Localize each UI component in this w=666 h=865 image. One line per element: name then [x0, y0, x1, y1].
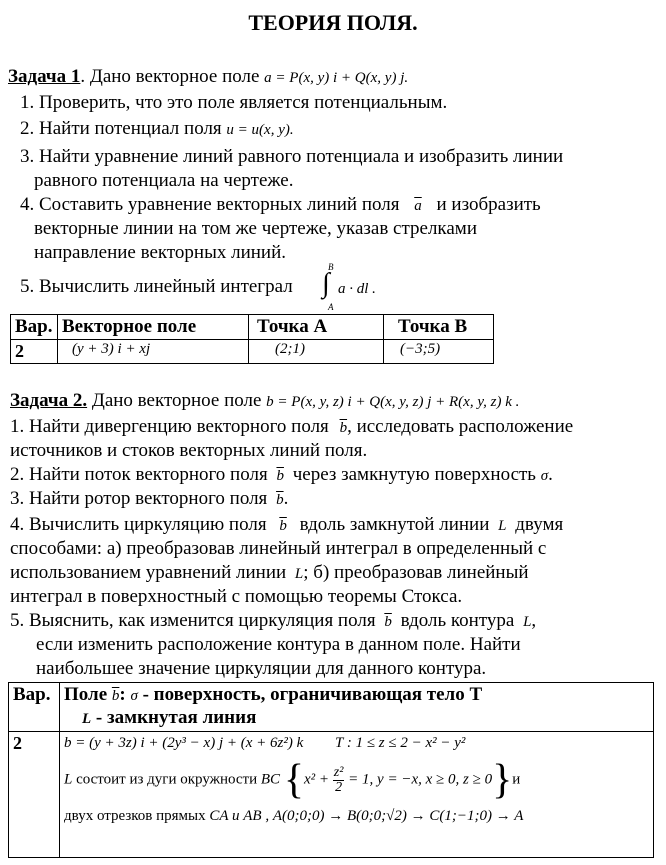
- left-brace: {: [283, 757, 304, 803]
- t2-row-frac-num: z²: [333, 764, 344, 780]
- task1-table: [10, 314, 494, 364]
- task2-item-4-text: 4. Вычислить циркуляцию поля: [10, 514, 267, 535]
- task2-item-4c: [10, 562, 529, 584]
- integral-integrand: a · dl .: [338, 281, 376, 297]
- task2-item-2-text2: через замкнутую поверхность: [292, 464, 536, 485]
- task2-item-4d: интеграл в поверхностный с помощью теоремы Стокса.: [10, 586, 463, 607]
- task2-item-5b: если изменить расположение контура в данном поле. Найти: [36, 634, 521, 655]
- task2-item-5-text2: вдоль контура: [400, 610, 515, 631]
- task1-heading: Задача 1: [8, 66, 81, 87]
- t2-row-content: [60, 732, 654, 858]
- task2-sym-b-5: $\overline{b}$: [384, 614, 392, 630]
- task2-item-4-text5: ; б) преобразовав линейный: [303, 562, 529, 583]
- task2-heading: Задача 2.: [10, 390, 88, 411]
- task1-item-4a: [20, 194, 541, 216]
- task2-sym-sigma-1: σ: [540, 468, 549, 484]
- t2-header-colon: :: [119, 684, 126, 705]
- t2-row-segments-text: двух отрезков прямых: [64, 808, 206, 824]
- task1-table-header: [11, 315, 494, 340]
- t2-row-surface: T : 1 ≤ z ≤ 2 − x² − y²: [335, 735, 466, 751]
- task1-item-2: [20, 118, 294, 140]
- task2-intro: Дано векторное поле: [91, 390, 262, 411]
- t2-row-bc: BC: [260, 771, 281, 788]
- t1-row-point-b: (−3;5): [384, 340, 494, 364]
- t2-header-line2: - замкнутая линия: [95, 707, 257, 728]
- task2-item-1-text: 1. Найти дивергенцию векторного поля: [10, 416, 329, 437]
- task1-item-4-text: 4. Составить уравнение векторных линий поля: [20, 194, 400, 215]
- t1-header-point-a: Точка А: [249, 315, 384, 340]
- t2-header-sym-sigma: σ: [130, 688, 138, 704]
- t2-row-circle-a: x² +: [303, 771, 330, 788]
- task1-item-5: 5. Вычислить линейный интеграл: [20, 276, 293, 297]
- task2-item-4a: [10, 514, 563, 536]
- task2-item-3-text: 3. Найти ротор векторного поля: [10, 488, 268, 509]
- task2-table: [8, 682, 654, 858]
- task2-item-5a: 5. Выяснить, как изменится циркуляция поля $\overline{b}$ вдоль контура L,: [10, 610, 537, 631]
- t2-row-field: b = (y + 3z) i + (2y³ − x) j + (x + 6z²) k: [64, 735, 304, 751]
- integral-upper: B: [328, 262, 334, 272]
- task1-item-3b: равного потенциала на чертеже.: [34, 170, 294, 191]
- task2-item-1-text2: , исследовать расположение: [347, 416, 574, 437]
- t2-row-frac-den: 2: [335, 779, 343, 795]
- t2-row-path: A(0;0;0) → B(0;0;√2) → C(1;−1;0) → A: [272, 808, 524, 824]
- task1-item-3a: 3. Найти уравнение линий равного потенциала и изобразить линии: [20, 146, 564, 167]
- task2-sym-L-2: L: [294, 566, 304, 582]
- t1-header-point-b: Точка В: [384, 315, 494, 340]
- task2-item-5-text: 5. Выяснить, как изменится циркуляция поля: [10, 610, 376, 631]
- task1-item-4-text2: и изобразить: [436, 194, 541, 215]
- t2-row-var: 2: [9, 732, 60, 858]
- task2-item-4b: способами: а) преобразовав линейный интеграл в определенный с: [10, 538, 547, 559]
- task1-item-4c: направление векторных линий.: [34, 242, 287, 263]
- integral-lower: A: [328, 302, 334, 312]
- t2-row-frac: [333, 766, 345, 795]
- task2-table-header: [9, 683, 654, 732]
- task2-item-5c: наибольшее значение циркуляции для данного контура.: [36, 658, 487, 679]
- t2-header-field: [60, 683, 654, 732]
- task2-item-1b: источников и стоков векторных линий поля.: [10, 440, 368, 461]
- task2-sym-b-1: $\overline{b}$: [339, 420, 348, 436]
- page-title: ТЕОРИЯ ПОЛЯ.: [248, 10, 418, 35]
- task2-item-2: 2. Найти поток векторного поля $\overline{b}$ через замкнутую поверхность σ.: [10, 464, 553, 485]
- task1-intro: . Дано векторное поле: [80, 66, 260, 87]
- t2-row-segments-line: [64, 808, 649, 825]
- t1-row-var: 2: [11, 340, 58, 364]
- table-row: [9, 732, 654, 858]
- task1-item-2-text: 2. Найти потенциал поля: [20, 118, 222, 139]
- task1-intro-line: [8, 66, 408, 88]
- task2-intro-line: [10, 390, 519, 412]
- task1-potential-formula: u = u(x, y).: [226, 122, 294, 138]
- task2-item-3: 3. Найти ротор векторного поля $\overline{b}$.: [10, 488, 289, 509]
- t1-row-field: (y + 3) i + xj: [58, 340, 249, 364]
- task2-item-4-text2: вдоль замкнутой линии: [299, 514, 490, 535]
- task2-sym-b-2: $\overline{b}$: [276, 468, 284, 484]
- t2-row-field-line: [64, 735, 649, 752]
- task2-sym-L-1: L: [498, 518, 507, 534]
- integral-sign: ∫: [322, 268, 330, 299]
- task2-item-4-text3: двумя: [515, 514, 564, 535]
- t2-header-desc: - поверхность, ограничивающая тело Т: [142, 684, 483, 705]
- t1-header-field: Векторное поле: [58, 315, 249, 340]
- table-row: [11, 340, 494, 364]
- t1-row-point-a: (2;1): [249, 340, 384, 364]
- task2-item-1a: [10, 416, 573, 438]
- task2-sym-L-3: L: [523, 614, 532, 630]
- task2-sym-b-3: $\overline{b}$: [276, 492, 284, 508]
- task2-item-2-text: 2. Найти поток векторного поля: [10, 464, 268, 485]
- t2-header-var: Вар.: [9, 683, 60, 732]
- t2-header-prefix: Поле: [64, 684, 108, 705]
- t2-row-circle-b: = 1, y = −x, x ≥ 0, z ≥ 0: [348, 771, 493, 788]
- right-brace: }: [492, 757, 513, 803]
- task1-field-symbol: $\overline{a}$: [414, 198, 422, 214]
- t1-header-var: Вар.: [11, 315, 58, 340]
- t2-row-and: и: [512, 771, 521, 788]
- t2-header-sym-b: $\overline{b}$: [111, 688, 120, 704]
- task2-field-formula: b = P(x, y, z) i + Q(x, y, z) j + R(x, y, z) k .: [266, 394, 520, 410]
- task2-sym-b-4: $\overline{b}$: [279, 518, 287, 534]
- t2-row-segments: CA и AB ,: [209, 808, 270, 824]
- task1-field-formula: a = P(x, y) i + Q(x, y) j.: [264, 70, 409, 86]
- t2-row-circle-line: [64, 757, 649, 803]
- t2-row-L-text: состоит из дуги окружности: [76, 771, 258, 788]
- t2-header-sym-L: L: [82, 711, 92, 727]
- task1-item-1: 1. Проверить, что это поле является потенциальным.: [20, 92, 448, 113]
- task2-item-4-text4: использованием уравнений линии: [10, 562, 287, 583]
- t2-row-sym-L: L: [64, 771, 73, 788]
- task1-item-4b: векторные линии на том же чертеже, указав стрелками: [34, 218, 477, 239]
